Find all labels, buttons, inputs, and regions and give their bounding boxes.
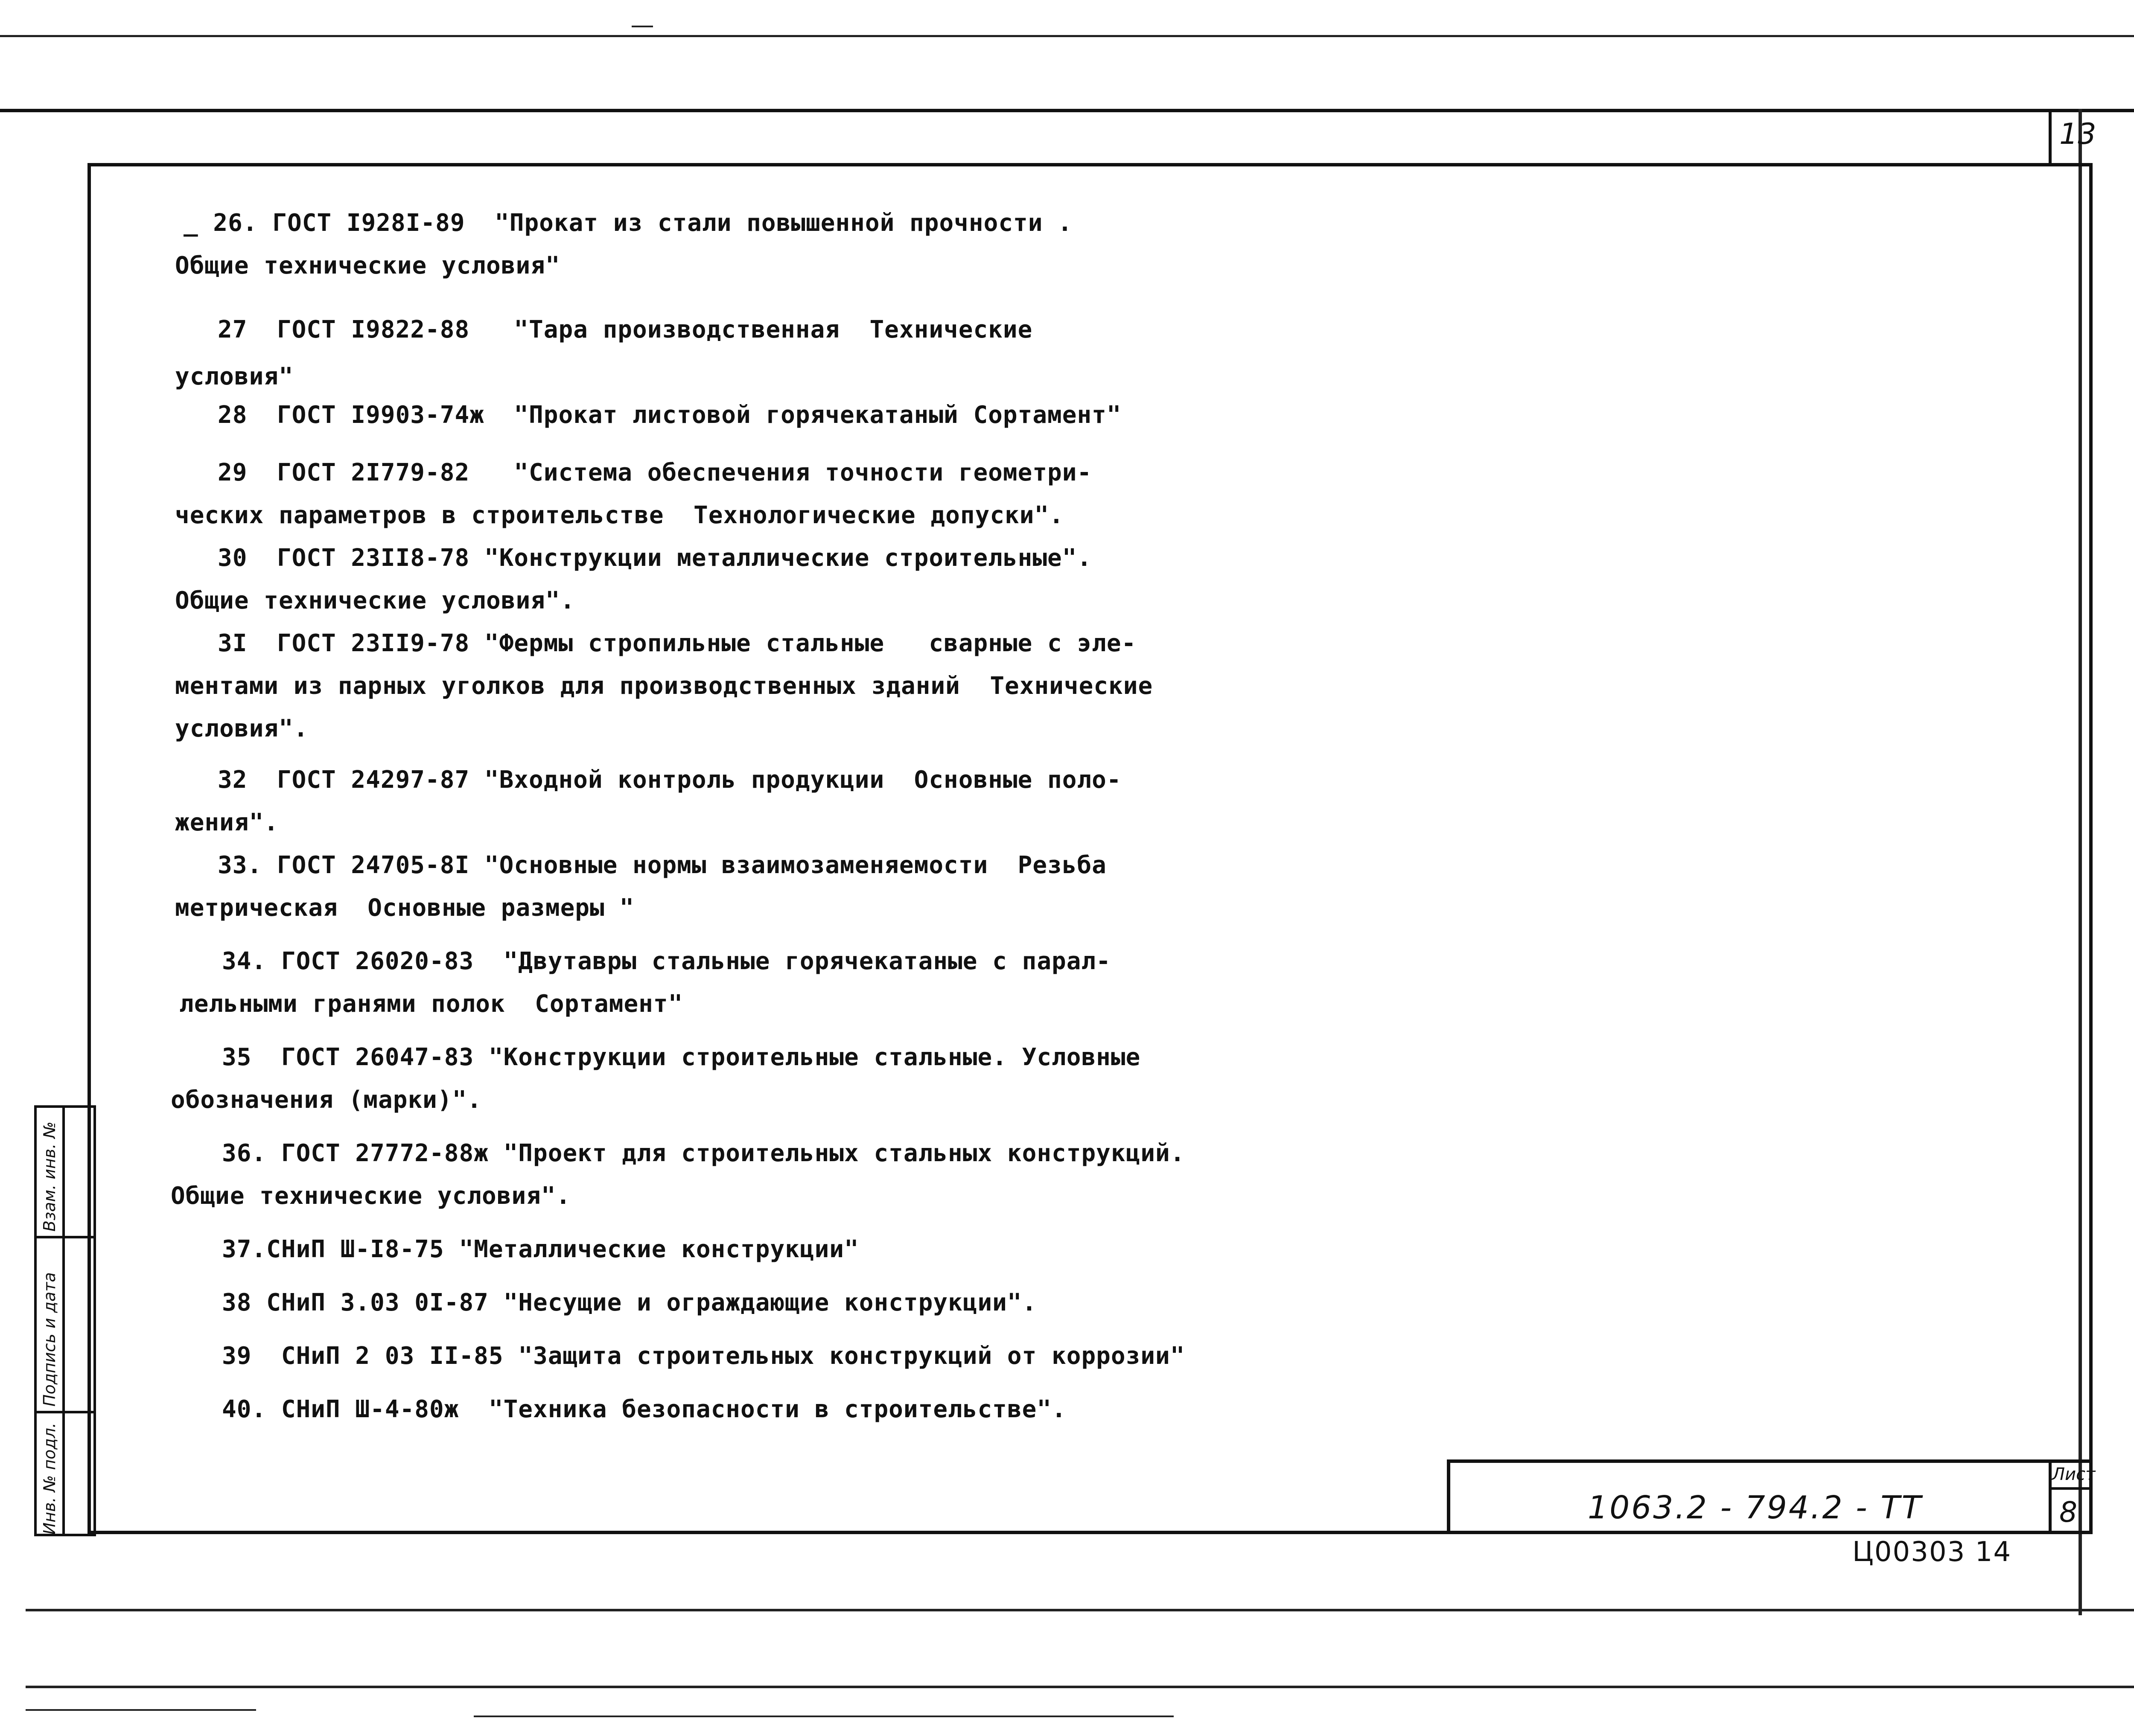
text-line: 35 ГОСТ 26047-83 "Конструкции строительные стальные. Условные <box>222 1043 1141 1071</box>
stamp-divider <box>37 1411 93 1413</box>
stamp-label: Взам. инв. № <box>40 1121 59 1232</box>
text-line: 3I ГОСТ 23II9-78 "Фермы стропильные стальные сварные с эле- <box>218 629 1137 657</box>
bottom-rule <box>26 1709 256 1711</box>
stamp-label: Инв. № подл. <box>40 1422 59 1535</box>
text-line: 40. СНиП Ш-4-80ж "Техника безопасности в строительстве". <box>222 1395 1067 1423</box>
document-code: 1063.2 - 794.2 - ТТ <box>1588 1489 1923 1526</box>
binding-stamp <box>34 1105 96 1536</box>
text-line: лельными гранями полок Сортамент" <box>179 990 683 1018</box>
bottom-rule <box>474 1716 1174 1717</box>
text-line: 27 ГОСТ I9822-88 "Тара производственная Технические <box>218 316 1033 344</box>
page-number: 13 <box>2059 117 2096 151</box>
top-tick <box>632 26 653 27</box>
archive-number: Ц00303 14 <box>1852 1536 2012 1568</box>
text-line: 36. ГОСТ 27772-88ж "Проект для строительных стальных конструкций. <box>222 1139 1185 1167</box>
text-line: 30 ГОСТ 23II8-78 "Конструкции металлические строительные". <box>218 544 1092 572</box>
top-rule <box>0 35 2134 37</box>
text-line: ментами из парных уголков для производственных зданий Технические <box>175 672 1153 700</box>
text-line: 38 СНиП 3.03 0I-87 "Несущие и ограждающие конструкции". <box>222 1289 1037 1317</box>
text-line: 29 ГОСТ 2I779-82 "Система обеспечения точности геометри- <box>218 459 1092 486</box>
text-line: Общие технические условия". <box>171 1182 571 1210</box>
text-line: ческих параметров в строительстве Технологические допуски". <box>175 501 1064 529</box>
sheet-divider <box>2049 1487 2093 1490</box>
text-line: метрическая Основные размеры " <box>175 894 635 922</box>
text-line: _ 26. ГОСТ I928I-89 "Прокат из стали повышенной прочности . <box>184 209 1073 237</box>
text-line: Общие технические условия" <box>175 252 560 280</box>
text-line: 33. ГОСТ 24705-8I "Основные нормы взаимозаменяемости Резьба <box>218 851 1107 879</box>
text-line: условия". <box>175 715 309 743</box>
drawing-frame <box>87 163 2096 1534</box>
text-line: 34. ГОСТ 26020-83 "Двутавры стальные горячекатаные с парал- <box>222 947 1111 975</box>
text-line: обозначения (марки)". <box>171 1086 482 1114</box>
sheet-label: Лист <box>2052 1465 2096 1484</box>
bottom-rule <box>26 1609 2134 1611</box>
bottom-rule <box>26 1686 2134 1688</box>
stamp-divider <box>37 1236 93 1238</box>
text-line: Общие технические условия". <box>175 587 575 615</box>
stamp-label: Подпись и дата <box>40 1272 59 1407</box>
text-line: 37.СНиП Ш-I8-75 "Металлические конструкции" <box>222 1235 859 1263</box>
sheet-number: 8 <box>2059 1496 2077 1529</box>
stamp-divider <box>62 1108 65 1534</box>
outer-frame-top <box>0 109 2134 112</box>
text-line: 39 СНиП 2 03 II-85 "Защита строительных конструкций от коррозии" <box>222 1342 1185 1370</box>
text-line: 28 ГОСТ I9903-74ж "Прокат листовой горячекатаный Сортамент" <box>218 401 1122 429</box>
text-line: жения". <box>175 809 279 836</box>
text-line: 32 ГОСТ 24297-87 "Входной контроль продукции Основные поло- <box>218 766 1122 794</box>
text-line: условия" <box>175 363 294 390</box>
